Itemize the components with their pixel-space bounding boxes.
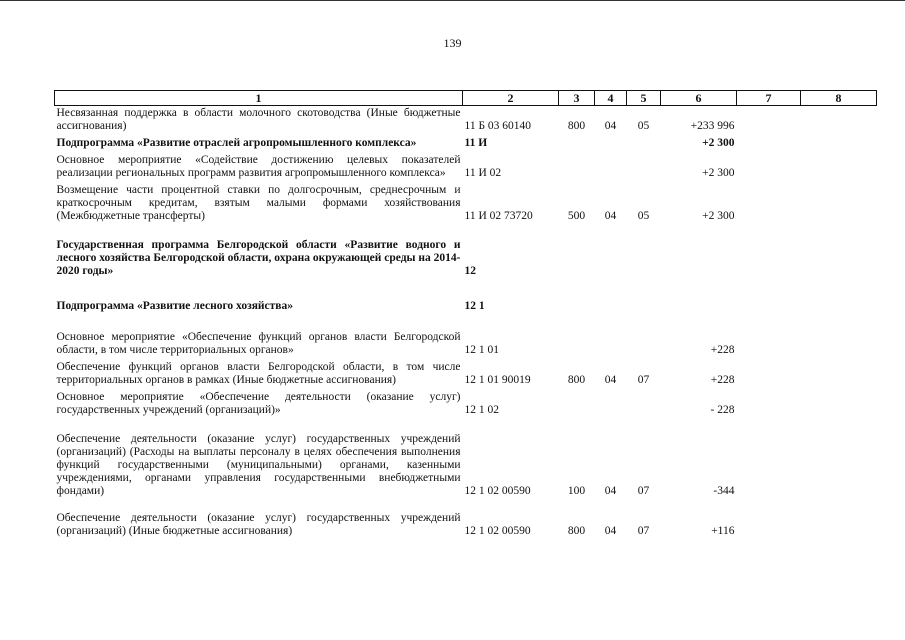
row-subsection (627, 238, 661, 281)
row-expense-type: 500 (567, 210, 586, 222)
row-col7 (737, 238, 801, 281)
row-subsection (627, 330, 661, 360)
row-expense-type: 800 (567, 374, 586, 386)
col-header-8: 8 (801, 91, 877, 106)
row-col8 (801, 299, 877, 316)
row-col7 (737, 106, 801, 137)
row-col8 (801, 183, 877, 226)
table-body (55, 106, 877, 542)
row-section (595, 136, 627, 153)
row-name: Государственная программа Белгородской области «Развитие водного и лесного хозяйства Белгородской области, охрана окружающей среды на 2014-2020 годы» (56, 239, 461, 277)
row-col7 (737, 511, 801, 541)
row-col8 (801, 360, 877, 390)
row-spacer (55, 281, 877, 299)
table-row (55, 183, 877, 226)
row-code: 12 1 (464, 300, 485, 312)
row-subsection (627, 390, 661, 420)
row-col7 (737, 153, 801, 183)
row-name: Основное мероприятие «Содействие достижению целевых показателей реализации региональных программ развития агропромышленного комплекса» (56, 154, 461, 179)
table-row (55, 238, 877, 281)
row-col7 (737, 299, 801, 316)
row-section: 04 (604, 525, 617, 537)
row-code: 12 (464, 265, 476, 277)
row-amount (661, 238, 737, 281)
row-section (595, 238, 627, 281)
row-amount: +228 (710, 374, 735, 386)
row-name: Подпрограмма «Развитие лесного хозяйства» (56, 300, 294, 312)
table-row (55, 299, 877, 316)
row-subsection: 07 (637, 485, 650, 497)
row-section (595, 330, 627, 360)
row-col8 (801, 330, 877, 360)
row-name: Обеспечение деятельности (оказание услуг) государственных учреждений (организаций) (Иные бюджетные ассигнования) (56, 512, 461, 537)
row-expense-type (559, 238, 595, 281)
row-col7 (737, 183, 801, 226)
row-subsection: 05 (637, 210, 650, 222)
row-col8 (801, 511, 877, 541)
page-number: 139 (443, 36, 462, 50)
row-subsection (627, 136, 661, 153)
row-subsection: 07 (637, 374, 650, 386)
row-code: 12 1 01 90019 (464, 374, 531, 386)
row-amount: +116 (711, 525, 735, 537)
col-header-7: 7 (737, 91, 801, 106)
row-col8 (801, 238, 877, 281)
row-col7 (737, 432, 801, 501)
col-header-3: 3 (559, 91, 595, 106)
row-section: 04 (604, 210, 617, 222)
row-spacer (55, 420, 877, 432)
row-amount: +2 300 (702, 167, 735, 179)
row-col8 (801, 390, 877, 420)
row-section (595, 299, 627, 316)
row-expense-type: 800 (567, 120, 586, 132)
row-col8 (801, 136, 877, 153)
row-name: Основное мероприятие «Обеспечение функций органов власти Белгородской области, в том числе территориальных органов» (56, 331, 461, 356)
row-amount (661, 299, 737, 316)
budget-table (54, 90, 877, 541)
row-col8 (801, 432, 877, 501)
row-code: 11 Б 03 60140 (464, 120, 532, 132)
table-row (55, 136, 877, 153)
col-header-2: 2 (463, 91, 559, 106)
row-col8 (801, 153, 877, 183)
row-section: 04 (604, 120, 617, 132)
row-subsection (627, 153, 661, 183)
row-col7 (737, 136, 801, 153)
row-subsection: 05 (637, 120, 650, 132)
row-expense-type (559, 390, 595, 420)
row-name: Обеспечение деятельности (оказание услуг) государственных учреждений (организаций) (Расходы на выплаты персоналу в целях обеспечения выполнения функций государственными (муниципальными) органами, казенными учреждениями, органами управления государственными внебюджетными фондами) (56, 433, 461, 497)
row-col7 (737, 390, 801, 420)
col-header-4: 4 (595, 91, 627, 106)
row-amount: +228 (710, 344, 735, 356)
row-section (595, 390, 627, 420)
row-col8 (801, 106, 877, 137)
row-section: 04 (604, 374, 617, 386)
row-spacer (55, 501, 877, 511)
row-section (595, 153, 627, 183)
table-row (55, 330, 877, 360)
col-header-1: 1 (55, 91, 463, 106)
row-spacer (55, 316, 877, 330)
row-name: Возмещение части процентной ставки по долгосрочным, среднесрочным и краткосрочным кредитам, взятым малыми формами хозяйствования (Межбюджетные трансферты) (56, 184, 461, 222)
row-subsection: 07 (637, 525, 650, 537)
row-expense-type: 800 (567, 525, 586, 537)
col-header-6: 6 (661, 91, 737, 106)
row-expense-type (559, 330, 595, 360)
table-row (55, 511, 877, 541)
row-amount: - 228 (710, 404, 735, 416)
row-expense-type (559, 136, 595, 153)
row-expense-type (559, 299, 595, 316)
row-col7 (737, 330, 801, 360)
row-amount: +2 300 (702, 210, 735, 222)
row-expense-type: 100 (567, 485, 586, 497)
row-code: 11 И (464, 137, 488, 149)
row-amount: -344 (713, 485, 735, 497)
top-border-line (0, 0, 905, 1)
row-code: 12 1 02 00590 (464, 485, 531, 497)
row-amount: +2 300 (702, 137, 735, 149)
row-code: 11 И 02 73720 (464, 210, 533, 222)
row-name: Несвязанная поддержка в области молочного скотоводства (Иные бюджетные ассигнования) (56, 107, 461, 132)
row-spacer (55, 226, 877, 238)
col-header-5: 5 (627, 91, 661, 106)
table-row (55, 432, 877, 501)
row-subsection (627, 299, 661, 316)
row-code: 11 И 02 (464, 167, 502, 179)
row-name: Основное мероприятие «Обеспечение деятельности (оказание услуг) государственных учреждений (организаций)» (56, 391, 461, 416)
header-row (55, 91, 877, 106)
row-code: 12 1 02 00590 (464, 525, 531, 537)
row-expense-type (559, 153, 595, 183)
row-col7 (737, 360, 801, 390)
table-row (55, 106, 877, 137)
table-row (55, 390, 877, 420)
row-name: Подпрограмма «Развитие отраслей агропромышленного комплекса» (56, 137, 417, 149)
row-section: 04 (604, 485, 617, 497)
table-row (55, 153, 877, 183)
row-code: 12 1 02 (464, 404, 499, 416)
row-code: 12 1 01 (464, 344, 499, 356)
row-name: Обеспечение функций органов власти Белгородской области, в том числе территориальных органов в рамках (Иные бюджетные ассигнования) (56, 361, 461, 386)
row-amount: +233 996 (690, 120, 735, 132)
table-row (55, 360, 877, 390)
